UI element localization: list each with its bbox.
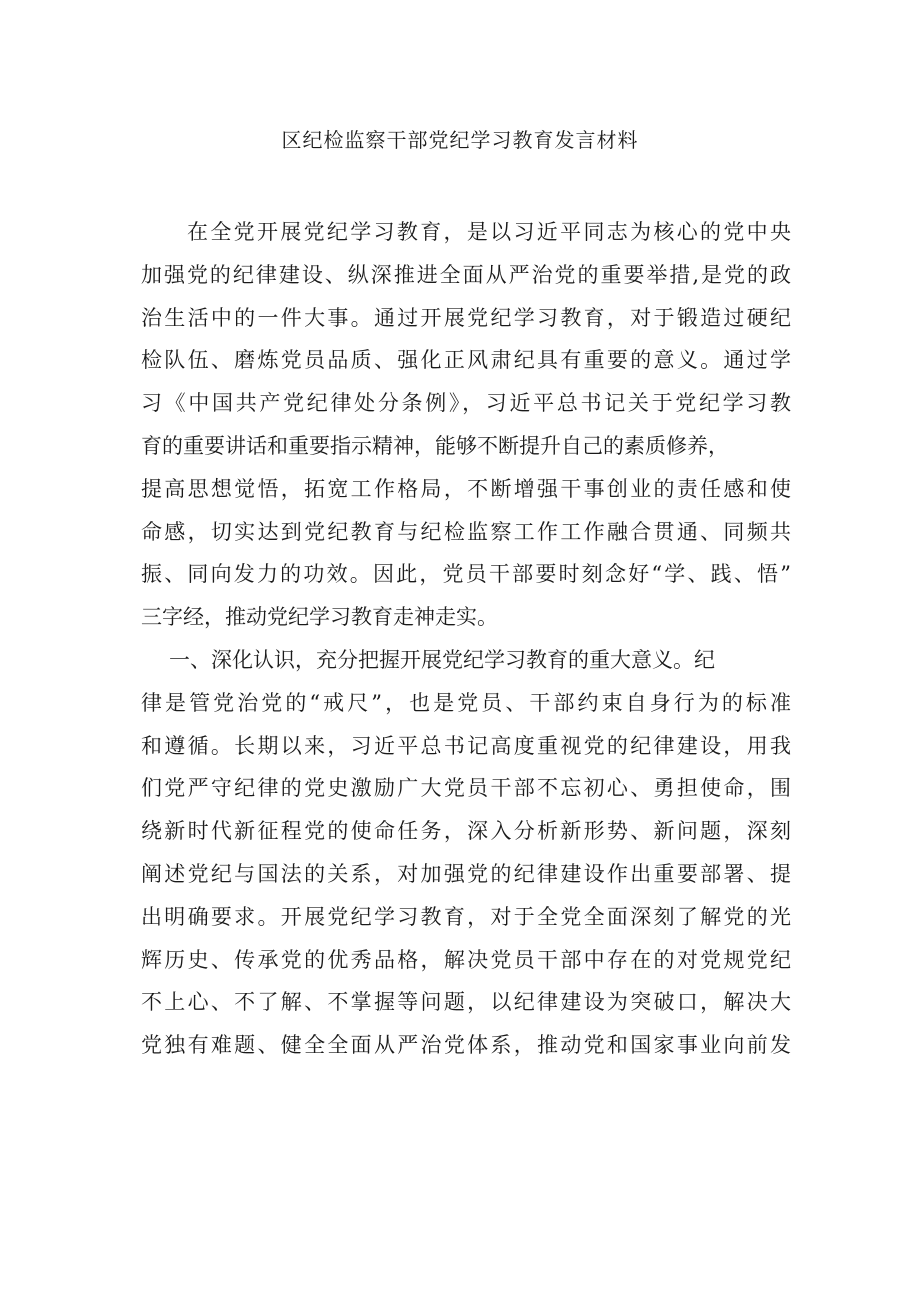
paragraph-line: 命感，切实达到党纪教育与纪检监察工作工作融合贯通、同频共	[141, 519, 791, 544]
paragraph-line: 律是管党治党的“戒尺”，也是党员、干部约束自身行为的标准	[141, 690, 791, 715]
document-body	[141, 211, 791, 1067]
document-title: 区纪检监察干部党纪学习教育发言材料	[281, 128, 639, 152]
paragraph-line: 在全党开展党纪学习教育，是以习近平同志为核心的党中央	[187, 220, 791, 244]
paragraph-line: 辉历史、传承党的优秀品格，解决党员干部中存在的对党规党纪	[141, 947, 791, 972]
paragraph-line: 阐述党纪与国法的关系，对加强党的纪律建设作出重要部署、提	[141, 861, 791, 886]
paragraph-line: 习《中国共产党纪律处分条例》，习近平总书记关于党纪学习教	[141, 391, 791, 416]
paragraph-line: 们党严守纪律的党史激励广大党员干部不忘初心、勇担使命，围	[141, 776, 791, 801]
paragraph-1	[141, 211, 791, 639]
paragraph-line: 治生活中的一件大事。通过开展党纪学习教育，对于锻造过硬纪	[141, 305, 791, 330]
paragraph-line: 检队伍、磨炼党员品质、强化正风肃纪具有重要的意义。通过学	[141, 348, 791, 373]
paragraph-line: 三字经，推动党纪学习教育走神走实。	[141, 605, 498, 630]
paragraph-line: 和遵循。长期以来，习近平总书记高度重视党的纪律建设，用我	[141, 733, 791, 758]
paragraph-line: 不上心、不了解、不掌握等问题，以纪律建设为突破口，解决大	[141, 990, 791, 1015]
paragraph-line: 振、同向发力的功效。因此，党员干部要时刻念好“学、践、悟”	[141, 562, 791, 587]
paragraph-line: 绕新时代新征程党的使命任务，深入分析新形势、新问题，深刻	[141, 819, 791, 844]
paragraph-line: 出明确要求。开展党纪学习教育，对于全党全面深刻了解党的光	[141, 904, 791, 929]
paragraph-line: 加强党的纪律建设、纵深推进全面从严治党的重要举措,是党的政	[141, 262, 791, 287]
paragraph-2	[141, 639, 791, 1067]
paragraph-line: 一、深化认识，充分把握开展党纪学习教育的重大意义。纪	[169, 647, 715, 672]
paragraph-line: 育的重要讲话和重要指示精神，能够不断提升自己的素质修养，	[141, 433, 729, 458]
paragraph-line: 党独有难题、健全全面从严治党体系，推动党和国家事业向前发	[141, 1033, 791, 1058]
paragraph-line: 提高思想觉悟，拓宽工作格局，不断增强干事创业的责任感和使	[141, 476, 791, 501]
